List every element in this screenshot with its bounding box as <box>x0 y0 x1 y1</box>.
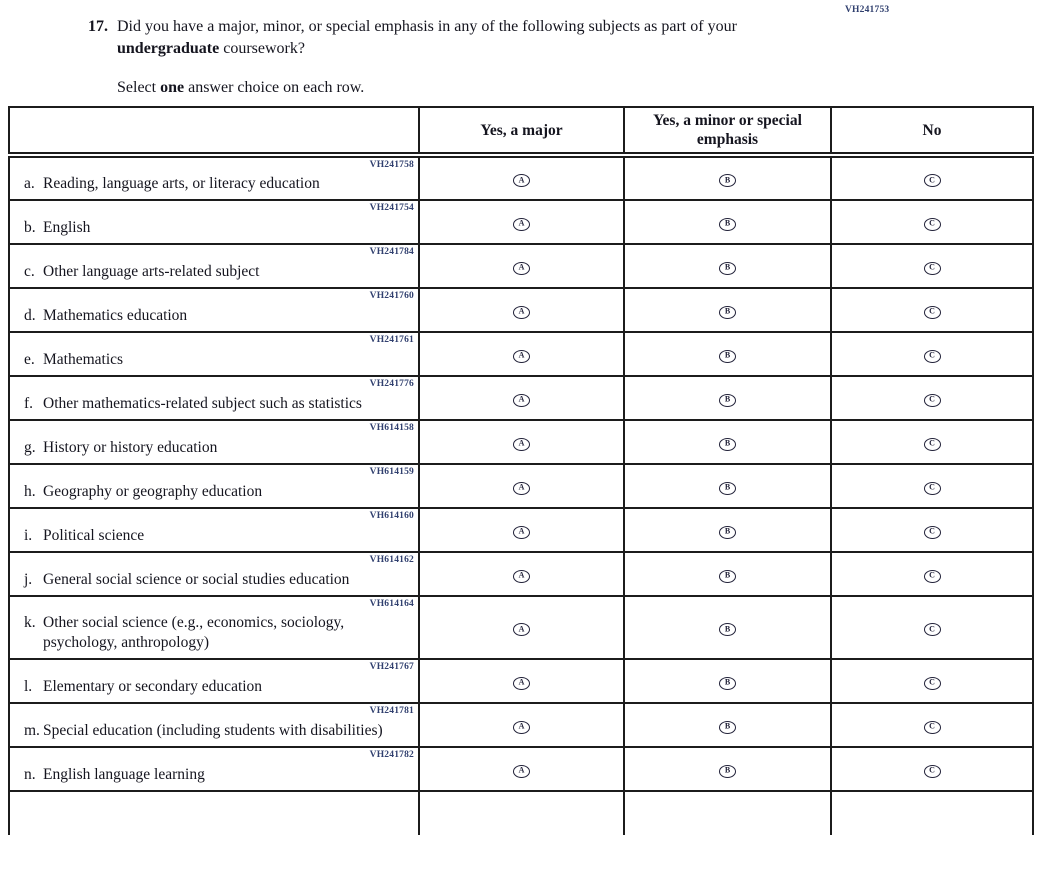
row-letter: h. <box>24 483 36 500</box>
radio-no-bubble[interactable]: C <box>924 623 941 636</box>
row-label: Geography or geography education <box>43 483 263 500</box>
radio-no-bubble[interactable]: C <box>924 262 941 275</box>
row-label-cell <box>9 332 419 376</box>
radio-yes-major-bubble[interactable]: A <box>513 482 530 495</box>
cell-no <box>831 596 1033 659</box>
row-label-cell <box>9 244 419 288</box>
radio-yes-major-bubble[interactable]: A <box>513 623 530 636</box>
radio-no-bubble[interactable]: C <box>924 350 941 363</box>
cell-no <box>831 420 1033 464</box>
radio-no-bubble[interactable]: C <box>924 721 941 734</box>
cell-yes-minor <box>624 508 831 552</box>
cell-yes-major <box>419 747 624 791</box>
row-letter: f. <box>24 395 34 412</box>
radio-yes-major-bubble[interactable]: A <box>513 721 530 734</box>
cell-yes-minor <box>624 200 831 244</box>
radio-yes-minor-bubble[interactable]: B <box>719 721 736 734</box>
row-accession-code: VH241758 <box>369 160 414 170</box>
row-accession-code: VH241754 <box>369 203 414 213</box>
row-letter: i. <box>24 527 33 544</box>
radio-no-bubble[interactable]: C <box>924 174 941 187</box>
row-label: Mathematics education <box>43 307 188 324</box>
table-row <box>9 552 1033 596</box>
cell-no <box>831 155 1033 200</box>
cell-yes-minor <box>624 596 831 659</box>
cell-yes-minor <box>624 155 831 200</box>
cell-yes-major <box>419 508 624 552</box>
row-accession-code: VH241760 <box>369 291 414 301</box>
radio-no-bubble[interactable]: C <box>924 306 941 319</box>
radio-yes-minor-bubble[interactable]: B <box>719 482 736 495</box>
table-row-partial <box>9 791 1033 835</box>
table-row <box>9 376 1033 420</box>
radio-yes-minor-bubble[interactable]: B <box>719 218 736 231</box>
row-label: Other language arts-related subject <box>43 263 260 280</box>
row-label-cell <box>9 288 419 332</box>
table-header <box>9 107 1033 155</box>
table-row <box>9 288 1033 332</box>
cell-yes-minor <box>624 747 831 791</box>
cell-yes-major <box>419 244 624 288</box>
radio-yes-major-bubble[interactable]: A <box>513 526 530 539</box>
radio-yes-minor-bubble[interactable]: B <box>719 526 736 539</box>
row-accession-code: VH241776 <box>369 379 414 389</box>
table-row <box>9 703 1033 747</box>
row-accession-code: VH614159 <box>369 467 414 477</box>
radio-yes-major-bubble[interactable]: A <box>513 218 530 231</box>
row-letter: k. <box>24 614 36 631</box>
row-accession-code: VH241781 <box>369 706 414 716</box>
row-label: History or history education <box>43 439 218 456</box>
cell-yes-major <box>419 420 624 464</box>
subjects-matrix-table <box>8 106 1034 835</box>
row-accession-code: VH241761 <box>369 335 414 345</box>
row-letter: c. <box>24 263 35 280</box>
cell-no <box>831 464 1033 508</box>
cell-no <box>831 200 1033 244</box>
row-label-cell <box>9 508 419 552</box>
row-label: Elementary or secondary education <box>43 678 263 695</box>
row-label-cell <box>9 464 419 508</box>
question-block <box>88 16 848 99</box>
row-label-cell <box>9 200 419 244</box>
radio-yes-minor-bubble[interactable]: B <box>719 394 736 407</box>
row-accession-code: VH614164 <box>369 599 414 609</box>
radio-no-bubble[interactable]: C <box>924 438 941 451</box>
radio-no-bubble[interactable]: C <box>924 482 941 495</box>
radio-yes-major-bubble[interactable]: A <box>513 306 530 319</box>
radio-yes-major-bubble[interactable]: A <box>513 677 530 690</box>
row-accession-code: VH614162 <box>369 555 414 565</box>
question-number: 17. <box>88 18 108 35</box>
row-letter: b. <box>24 219 36 236</box>
cell-no <box>831 508 1033 552</box>
row-accession-code: VH614160 <box>369 511 414 521</box>
row-accession-code: VH241767 <box>369 662 414 672</box>
cell-no <box>831 244 1033 288</box>
cell-yes-minor <box>624 659 831 703</box>
row-label-cell <box>9 420 419 464</box>
row-label: Mathematics <box>43 351 124 368</box>
row-label: Reading, language arts, or literacy education <box>43 175 320 192</box>
row-label: Political science <box>43 527 145 544</box>
cell-yes-minor <box>624 288 831 332</box>
question-text: Did you have a major, minor, or special emphasis in any of the following subjects as part of your undergraduate coursework? <box>117 18 737 57</box>
radio-yes-minor-bubble[interactable]: B <box>719 623 736 636</box>
row-label: English <box>43 219 91 236</box>
radio-no-bubble[interactable]: C <box>924 570 941 583</box>
cell-yes-minor <box>624 703 831 747</box>
radio-yes-major-bubble[interactable]: A <box>513 570 530 583</box>
table-row <box>9 420 1033 464</box>
row-label: General social science or social studies education <box>43 571 350 588</box>
radio-yes-minor-bubble[interactable]: B <box>719 262 736 275</box>
cell-yes-major <box>419 464 624 508</box>
row-letter: a. <box>24 175 35 192</box>
row-label-cell <box>9 552 419 596</box>
row-letter: j. <box>24 571 33 588</box>
cell-yes-minor <box>624 376 831 420</box>
row-letter: g. <box>24 439 36 456</box>
row-accession-code: VH241782 <box>369 750 414 760</box>
cell-no <box>831 659 1033 703</box>
question-body <box>117 16 817 99</box>
cell-yes-major <box>419 376 624 420</box>
row-label: English language learning <box>43 766 205 783</box>
row-label: Other social science (e.g., economics, sociology, psychology, anthropology) <box>43 614 345 651</box>
table-row <box>9 659 1033 703</box>
table-row <box>9 508 1033 552</box>
cell-yes-major <box>419 552 624 596</box>
row-letter: n. <box>24 766 36 783</box>
question-instruction: Select one answer choice on each row. <box>117 79 365 96</box>
row-letter: e. <box>24 351 35 368</box>
cell-yes-major <box>419 659 624 703</box>
radio-yes-minor-bubble[interactable]: B <box>719 306 736 319</box>
cell-yes-minor <box>624 244 831 288</box>
radio-yes-major-bubble[interactable]: A <box>513 438 530 451</box>
radio-no-bubble[interactable]: C <box>924 394 941 407</box>
table-body <box>9 155 1033 835</box>
cell-yes-major <box>419 288 624 332</box>
cell-yes-minor <box>624 332 831 376</box>
table-row <box>9 332 1033 376</box>
row-accession-code: VH614158 <box>369 423 414 433</box>
cell-no <box>831 703 1033 747</box>
cell-no <box>831 747 1033 791</box>
row-label: Other mathematics-related subject such as statistics <box>43 395 362 412</box>
row-label: Special education (including students with disabilities) <box>43 722 383 739</box>
table-row <box>9 200 1033 244</box>
row-letter: m. <box>24 722 40 739</box>
radio-yes-major-bubble[interactable]: A <box>513 174 530 187</box>
cell-yes-major <box>419 200 624 244</box>
cell-no <box>831 332 1033 376</box>
row-label-cell <box>9 155 419 200</box>
row-label-cell <box>9 596 419 659</box>
radio-yes-minor-bubble[interactable]: B <box>719 570 736 583</box>
radio-no-bubble[interactable]: C <box>924 526 941 539</box>
table-row <box>9 747 1033 791</box>
cell-no <box>831 376 1033 420</box>
cell-yes-minor <box>624 420 831 464</box>
row-letter: l. <box>24 678 33 695</box>
cell-yes-major <box>419 155 624 200</box>
cell-yes-major <box>419 703 624 747</box>
row-letter: d. <box>24 307 36 324</box>
radio-yes-major-bubble[interactable]: A <box>513 262 530 275</box>
radio-yes-minor-bubble[interactable]: B <box>719 174 736 187</box>
header-yes-major: Yes, a major <box>419 107 624 155</box>
table-row <box>9 464 1033 508</box>
radio-yes-minor-bubble[interactable]: B <box>719 765 736 778</box>
table-row <box>9 596 1033 659</box>
radio-yes-major-bubble[interactable]: A <box>513 394 530 407</box>
header-no: No <box>831 107 1033 155</box>
cell-yes-major <box>419 332 624 376</box>
row-label-cell <box>9 659 419 703</box>
cell-yes-minor <box>624 552 831 596</box>
radio-yes-minor-bubble[interactable]: B <box>719 438 736 451</box>
row-label-cell <box>9 703 419 747</box>
row-label-cell <box>9 747 419 791</box>
cell-no <box>831 288 1033 332</box>
row-accession-code: VH241784 <box>369 247 414 257</box>
header-yes-minor: Yes, a minor or special emphasis <box>624 107 831 155</box>
radio-no-bubble[interactable]: C <box>924 765 941 778</box>
radio-yes-major-bubble[interactable]: A <box>513 765 530 778</box>
header-blank-cell <box>9 107 419 155</box>
table-row <box>9 244 1033 288</box>
radio-yes-minor-bubble[interactable]: B <box>719 677 736 690</box>
cell-yes-minor <box>624 464 831 508</box>
cell-no <box>831 552 1033 596</box>
cell-yes-major <box>419 596 624 659</box>
radio-no-bubble[interactable]: C <box>924 218 941 231</box>
page-accession-code: VH241753 <box>845 5 890 15</box>
row-label-cell <box>9 376 419 420</box>
table-row <box>9 155 1033 200</box>
radio-yes-minor-bubble[interactable]: B <box>719 350 736 363</box>
radio-yes-major-bubble[interactable]: A <box>513 350 530 363</box>
radio-no-bubble[interactable]: C <box>924 677 941 690</box>
